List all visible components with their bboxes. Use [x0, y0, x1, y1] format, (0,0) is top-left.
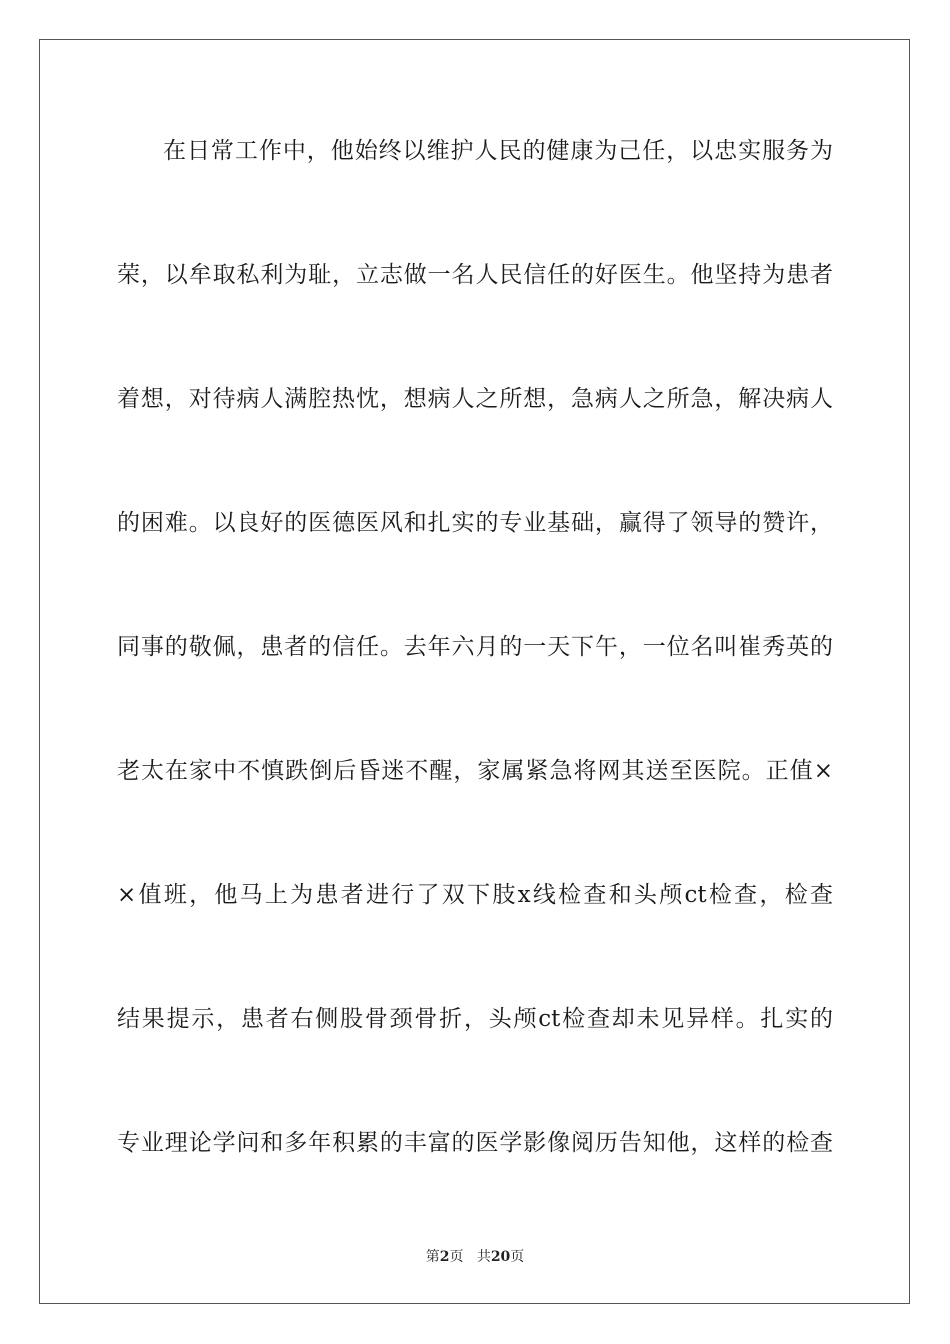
paragraph-line-3: 着想，对待病人满腔热忱，想病人之所想，急病人之所急，解决病人 [117, 386, 833, 412]
paragraph-line-2: 荣，以牟取私利为耻，立志做一名人民信任的好医生。他坚持为患者 [117, 262, 833, 288]
page-border [39, 39, 910, 1304]
footer-page-suffix: 页 [449, 1249, 464, 1265]
paragraph-line-5: 同事的敬佩，患者的信任。去年六月的一天下午，一位名叫崔秀英的 [117, 634, 833, 660]
page-footer [0, 1248, 950, 1266]
footer-total-suffix: 页 [510, 1249, 525, 1265]
footer-page-number: 2 [439, 1249, 450, 1265]
paragraph-line-4: 的困难。以良好的医德医风和扎实的专业基础，赢得了领导的赞许， [117, 510, 833, 536]
paragraph-line-8: 结果提示，患者右侧股骨颈骨折，头颅ct检查却未见异样。扎实的 [117, 1006, 833, 1032]
footer-total-pages: 20 [490, 1249, 511, 1265]
paragraph-line-1: 在日常工作中，他始终以维护人民的健康为己任，以忠实服务为 [163, 138, 833, 164]
paragraph-line-9: 专业理论学问和多年积累的丰富的医学影像阅历告知他，这样的检查 [117, 1130, 833, 1156]
footer-page-prefix: 第 [425, 1249, 440, 1265]
footer-total-prefix: 共 [476, 1249, 491, 1265]
paragraph-line-6: 老太在家中不慎跌倒后昏迷不醒，家属紧急将网其送至医院。正值× [117, 758, 833, 784]
paragraph-line-7: ×值班，他马上为患者进行了双下肢x线检查和头颅ct检查，检查 [117, 882, 833, 908]
